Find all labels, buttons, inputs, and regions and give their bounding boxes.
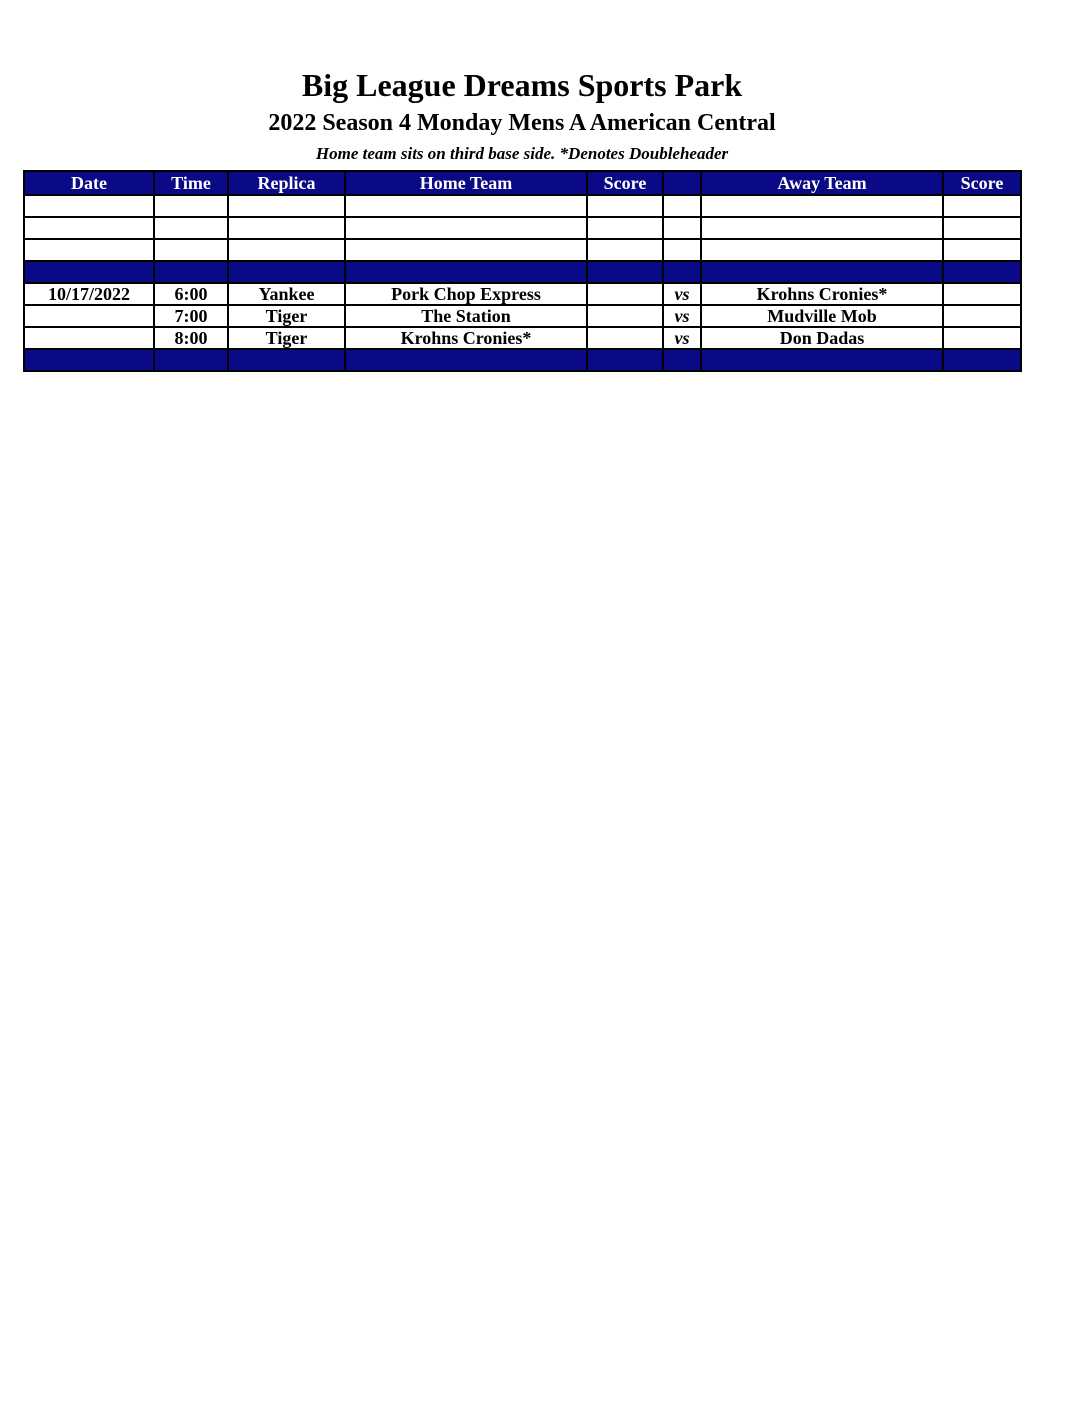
away-team: Don Dadas [701, 327, 943, 349]
band-cell [701, 349, 943, 371]
band-cell [345, 349, 587, 371]
home-score [587, 305, 663, 327]
band-cell [663, 349, 701, 371]
game-date [24, 327, 154, 349]
empty-cell [943, 239, 1021, 261]
band-cell [587, 349, 663, 371]
column-header-time: Time [154, 171, 228, 195]
home-team: Pork Chop Express [345, 283, 587, 305]
empty-cell [663, 195, 701, 217]
schedule-note: Home team sits on third base side. *Denotes Doubleheader [315, 144, 729, 163]
empty-row [24, 239, 1021, 261]
band-cell [943, 349, 1021, 371]
page-subtitle: 2022 Season 4 Monday Mens A American Central [268, 110, 776, 136]
band-cell [24, 261, 154, 283]
game-time: 7:00 [154, 305, 228, 327]
empty-cell [663, 217, 701, 239]
home-score [587, 283, 663, 305]
home-team: The Station [345, 305, 587, 327]
band-cell [701, 261, 943, 283]
empty-cell [943, 217, 1021, 239]
empty-row [24, 195, 1021, 217]
table-row [24, 327, 1021, 349]
empty-cell [587, 239, 663, 261]
away-score [943, 283, 1021, 305]
empty-cell [701, 217, 943, 239]
game-time: 6:00 [154, 283, 228, 305]
empty-cell [228, 217, 345, 239]
away-team: Mudville Mob [701, 305, 943, 327]
separator-band-row [24, 261, 1021, 283]
game-replica: Yankee [228, 283, 345, 305]
band-cell [154, 261, 228, 283]
band-cell [345, 261, 587, 283]
empty-cell [228, 195, 345, 217]
table-header-row [24, 171, 1021, 195]
game-replica: Tiger [228, 327, 345, 349]
empty-cell [345, 217, 587, 239]
band-cell [587, 261, 663, 283]
empty-cell [587, 217, 663, 239]
empty-cell [943, 195, 1021, 217]
empty-cell [701, 239, 943, 261]
empty-cell [24, 217, 154, 239]
band-cell [228, 261, 345, 283]
game-date [24, 305, 154, 327]
vs-label: vs [663, 305, 701, 327]
band-cell [154, 349, 228, 371]
game-date: 10/17/2022 [24, 283, 154, 305]
page-title: Big League Dreams Sports Park [301, 67, 743, 103]
table-row [24, 283, 1021, 305]
column-header-home-team: Home Team [345, 171, 587, 195]
home-team: Krohns Cronies* [345, 327, 587, 349]
empty-cell [345, 239, 587, 261]
empty-cell [701, 195, 943, 217]
table-row [24, 305, 1021, 327]
empty-cell [663, 239, 701, 261]
column-header-vs [663, 171, 701, 195]
away-score [943, 305, 1021, 327]
empty-cell [345, 195, 587, 217]
band-cell [663, 261, 701, 283]
empty-cell [24, 239, 154, 261]
away-score [943, 327, 1021, 349]
empty-cell [228, 239, 345, 261]
band-cell [228, 349, 345, 371]
footer-band-row [24, 349, 1021, 371]
empty-cell [154, 195, 228, 217]
game-time: 8:00 [154, 327, 228, 349]
empty-cell [587, 195, 663, 217]
away-team: Krohns Cronies* [701, 283, 943, 305]
empty-cell [154, 239, 228, 261]
home-score [587, 327, 663, 349]
vs-label: vs [663, 283, 701, 305]
empty-cell [154, 217, 228, 239]
game-replica: Tiger [228, 305, 345, 327]
schedule-table [23, 170, 1022, 372]
column-header-away-score: Score [943, 171, 1021, 195]
column-header-away-team: Away Team [701, 171, 943, 195]
band-cell [943, 261, 1021, 283]
empty-row [24, 217, 1021, 239]
column-header-date: Date [24, 171, 154, 195]
column-header-home-score: Score [587, 171, 663, 195]
column-header-replica: Replica [228, 171, 345, 195]
band-cell [24, 349, 154, 371]
vs-label: vs [663, 327, 701, 349]
empty-cell [24, 195, 154, 217]
